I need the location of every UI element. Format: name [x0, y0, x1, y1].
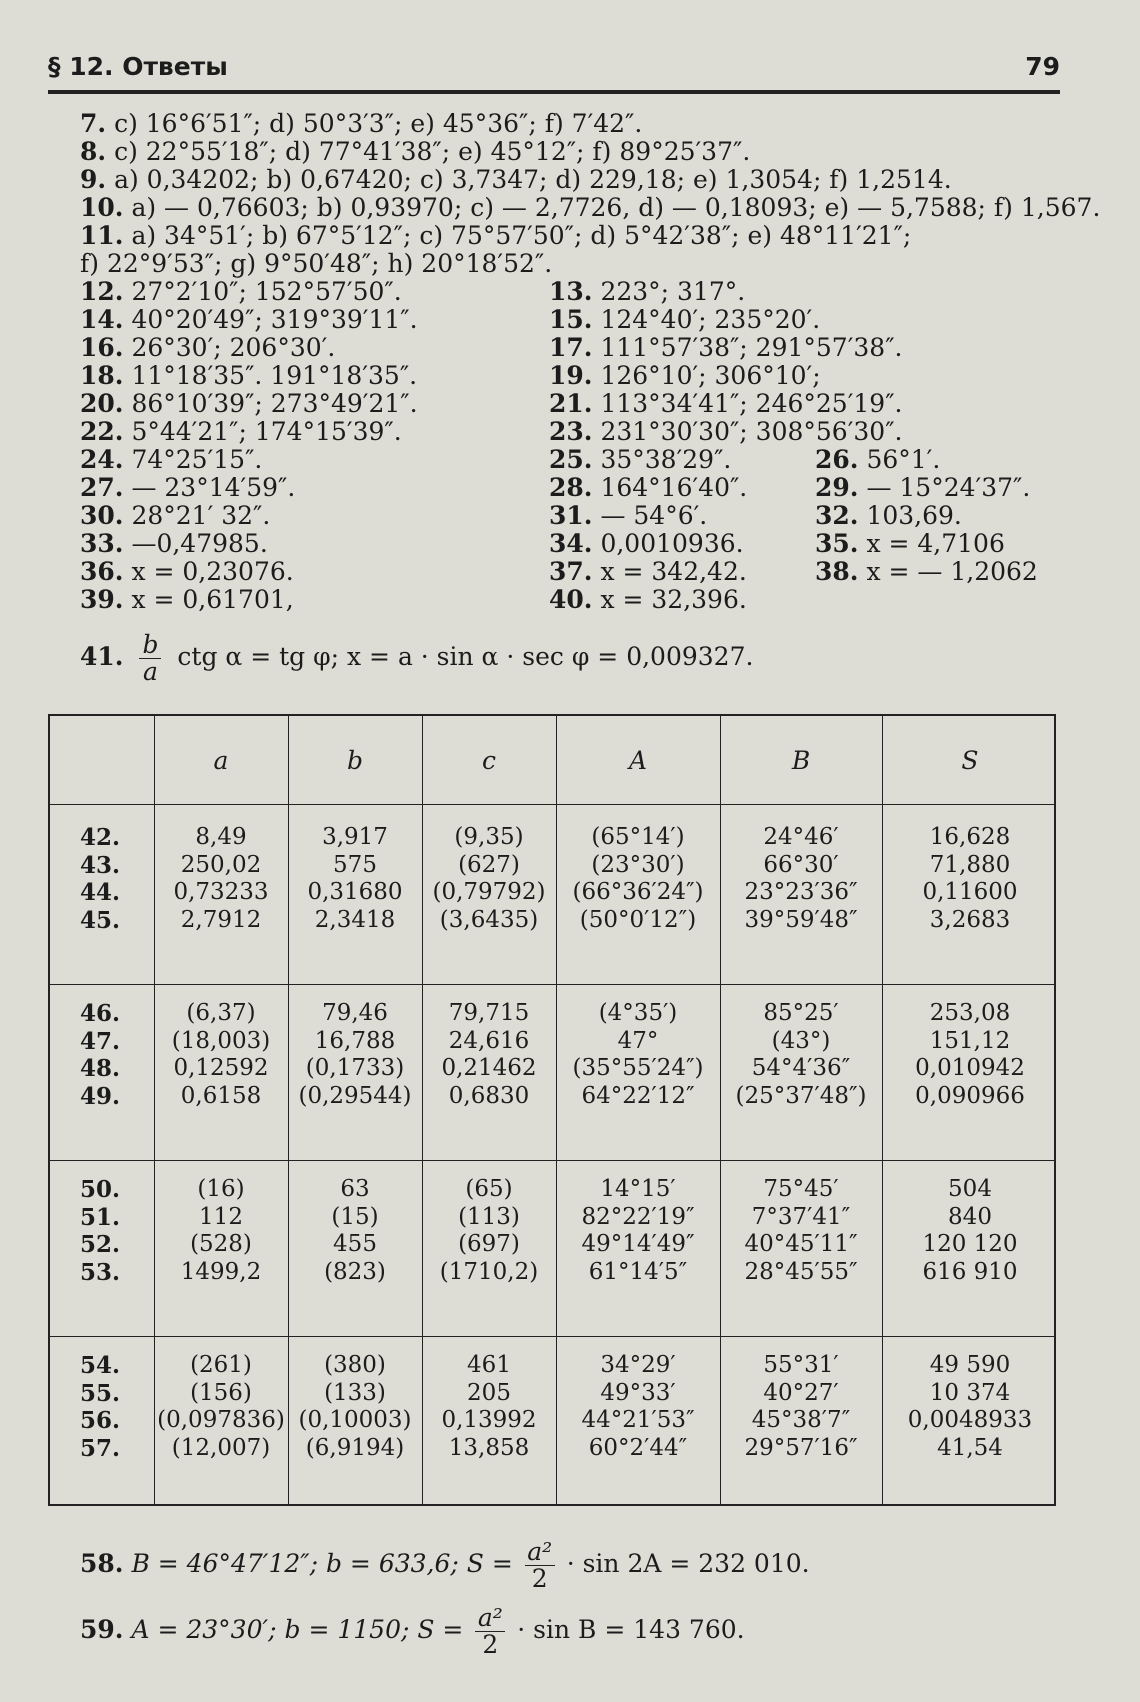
problem-numbers [80, 1176, 120, 1286]
table-cell: (16) [197, 1176, 245, 1202]
table-cell: 0,6830 [448, 1082, 530, 1109]
table-cell: (6,37) [186, 1000, 256, 1026]
table-cell: 461 [467, 1352, 511, 1378]
problem-number: 42. [80, 824, 121, 851]
problem-number: 44. [80, 879, 121, 906]
fraction: $\frac{\text{a²}}{2}$ [475, 1606, 505, 1657]
answer-item: 21. 113°34′41″; 246°25′19″. [549, 389, 903, 418]
answer-item: 22. 5°44′21″; 174°15′39″. [80, 417, 402, 446]
table-cell: (23°30′) [591, 851, 685, 878]
answer-item: 30. 28°21′ 32″. [80, 501, 271, 530]
header-B: B [791, 746, 811, 775]
fraction: $\frac{b}{a}$ [139, 633, 161, 684]
table-cell: (9,35) [454, 824, 524, 850]
table-cell: 13,858 [448, 1434, 530, 1461]
table-cell: 7°37′41″ [751, 1203, 851, 1230]
table-cell: (0,79792) [432, 879, 546, 905]
table-cell: (25°37′48″) [735, 1082, 867, 1109]
table-cell: (3,6435) [439, 906, 539, 933]
table-cell: 44°21′53″ [581, 1407, 695, 1433]
answer-line: 8. c) 22°55′18″; d) 77°41′38″; e) 45°12″; f) 89°25′37″. [80, 137, 751, 166]
page-number: 79 [1025, 52, 1060, 81]
table-cell: 54°4′36″ [751, 1055, 851, 1081]
table-cell: (697) [458, 1231, 520, 1257]
table-column-cells [720, 1000, 882, 1110]
table-column-cells [882, 1000, 1058, 1110]
problem-number: 53. [80, 1258, 121, 1286]
table-cell: 0,010942 [915, 1055, 1025, 1081]
problem-number: 43. [80, 851, 121, 879]
answer-item: 39. x = 0,61701, [80, 585, 294, 614]
table-column-cells [882, 1176, 1058, 1286]
header-S: S [961, 746, 979, 775]
problem-number: 56. [80, 1407, 121, 1434]
table-cell: 0,6158 [180, 1082, 262, 1109]
table-cell: 3,917 [322, 824, 388, 850]
table-cell: 64°22′12″ [581, 1082, 695, 1109]
table-cell: 71,880 [929, 851, 1011, 878]
table-cell: (133) [324, 1379, 386, 1406]
table-cell: 61°14′5″ [588, 1258, 688, 1285]
answer-item: 14. 40°20′49″; 319°39′11″. [80, 305, 418, 334]
answer-item: 20. 86°10′39″; 273°49′21″. [80, 389, 418, 418]
table-column-cells [422, 1352, 556, 1462]
table-cell: 29°57′16″ [744, 1434, 858, 1461]
table-cell: 40°27′ [763, 1379, 839, 1406]
table-cell: 0,31680 [307, 879, 403, 905]
table-cell: 8,49 [195, 824, 247, 850]
table-cell: 24°46′ [763, 824, 839, 850]
answer-line: f) 22°9′53″; g) 9°50′48″; h) 20°18′52″. [80, 249, 553, 278]
table-cell: 49°14′49″ [581, 1231, 695, 1257]
answer-item: 16. 26°30′; 206°30′. [80, 333, 336, 362]
problem-number: 50. [80, 1176, 121, 1203]
table-cell: (4°35′) [598, 1000, 678, 1026]
problem-number: 54. [80, 1352, 121, 1379]
table-column-cells [720, 824, 882, 934]
fraction: $\frac{\text{a²}}{2}$ [525, 1540, 555, 1591]
answer-item: 23. 231°30′30″; 308°56′30″. [549, 417, 903, 446]
answer-item: 24. 74°25′15″. [80, 445, 263, 474]
answer-item: 13. 223°; 317°. [549, 277, 746, 306]
table-cell: 0,12592 [173, 1055, 269, 1081]
table-cell: 0,21462 [441, 1055, 537, 1081]
problem-number: 46. [80, 1000, 121, 1027]
table-cell: 0,090966 [915, 1082, 1025, 1109]
table-column-cells [154, 1176, 288, 1286]
table-cell: (43°) [771, 1027, 831, 1054]
problem-number: 49. [80, 1082, 121, 1110]
table-cell: 41,54 [937, 1434, 1003, 1461]
table-cell: (15) [331, 1203, 379, 1230]
answer-item: 33. —0,47985. [80, 529, 268, 558]
answer-41: 41. $\frac{b}{a}$ ctg α = tg φ; x = a · sin α · sec φ = 0,009327. [80, 630, 754, 686]
table-cell: (380) [324, 1352, 386, 1378]
table-cell: 575 [333, 851, 377, 878]
table-column-cells [556, 1176, 720, 1286]
header-rule [48, 90, 1060, 94]
table-cell: 85°25′ [763, 1000, 839, 1026]
problem-numbers [80, 1000, 120, 1110]
table-cell: (12,007) [171, 1434, 271, 1461]
answer-item: 32. 103,69. [815, 501, 962, 530]
table-column-cells [154, 824, 288, 934]
table-cell: 49°33′ [600, 1379, 676, 1406]
table-cell: 120 120 [922, 1231, 1018, 1257]
answer-item: 26. 56°1′. [815, 445, 941, 474]
header-a: a [213, 746, 229, 775]
table-cell: (66°36′24″) [572, 879, 704, 905]
answer-item: 15. 124°40′; 235°20′. [549, 305, 821, 334]
table-cell: 253,08 [929, 1000, 1011, 1026]
problem-number: 52. [80, 1231, 121, 1258]
answer-item: 27. — 23°14′59″. [80, 473, 296, 502]
table-cell: 75°45′ [763, 1176, 839, 1202]
answer-item: 40. x = 32,396. [549, 585, 747, 614]
table-cell: 34°29′ [600, 1352, 676, 1378]
table-cell: 60°2′44″ [588, 1434, 688, 1461]
answer-item: 38. x = — 1,2062 [815, 557, 1038, 586]
table-cell: 112 [199, 1203, 243, 1230]
table-cell: 14°15′ [600, 1176, 676, 1202]
table-column-cells [556, 824, 720, 934]
table-cell: (261) [190, 1352, 252, 1378]
page-header [48, 52, 1060, 90]
table-cell: 55°31′ [763, 1352, 839, 1378]
answer-table [48, 714, 1056, 1506]
table-cell: (0,097836) [157, 1407, 285, 1433]
table-cell: 205 [467, 1379, 511, 1406]
table-cell: (528) [190, 1231, 252, 1257]
table-cell: 2,3418 [314, 906, 396, 933]
answer-item: 28. 164°16′40″. [549, 473, 748, 502]
table-column-cells [154, 1000, 288, 1110]
table-cell: 23°23′36″ [744, 879, 858, 905]
table-cell: 0,13992 [441, 1407, 537, 1433]
table-cell: 40°45′11″ [744, 1231, 858, 1257]
header-A: A [628, 746, 648, 775]
table-cell: (50°0′12″) [579, 906, 697, 933]
table-cell: 504 [948, 1176, 992, 1202]
table-cell: 0,11600 [922, 879, 1018, 905]
table-cell: 24,616 [448, 1027, 530, 1054]
problem-number: 48. [80, 1055, 121, 1082]
header-b: b [346, 746, 363, 775]
table-cell: 79,46 [322, 1000, 388, 1026]
table-cell: (0,29544) [298, 1082, 412, 1109]
table-cell: 39°59′48″ [744, 906, 858, 933]
table-cell: (35°55′24″) [572, 1055, 704, 1081]
table-cell: 82°22′19″ [581, 1203, 695, 1230]
answer-item: 18. 11°18′35″. 191°18′35″. [80, 361, 418, 390]
problem-numbers [80, 824, 120, 934]
answer-item: 31. — 54°6′. [549, 501, 708, 530]
answer-item: 12. 27°2′10″; 152°57′50″. [80, 277, 402, 306]
table-cell: (0,10003) [298, 1407, 412, 1433]
table-cell: 2,7912 [180, 906, 262, 933]
table-cell: 250,02 [180, 851, 262, 878]
table-cell: (1710,2) [439, 1258, 539, 1285]
answer-line: 7. c) 16°6′51″; d) 50°3′3″; e) 45°36″; f) 7′42″. [80, 109, 643, 138]
answer-item: 29. — 15°24′37″. [815, 473, 1031, 502]
answer-59: 59. A = 23°30′; b = 1150; S = $\frac{\text{a²}}{2}$ · sin B = 143 760. [80, 1603, 745, 1659]
table-cell: 45°38′7″ [751, 1407, 851, 1433]
table-cell: 10 374 [929, 1379, 1011, 1406]
table-cell: 3,2683 [929, 906, 1011, 933]
answer-item: 25. 35°38′29″. [549, 445, 732, 474]
header-c: c [481, 746, 496, 775]
table-cell: 28°45′55″ [744, 1258, 858, 1285]
table-cell: 840 [948, 1203, 992, 1230]
table-cell: (156) [190, 1379, 252, 1406]
problem-number: 47. [80, 1027, 121, 1055]
table-cell: (823) [324, 1258, 386, 1285]
table-cell: (65°14′) [591, 824, 685, 850]
answer-item: 19. 126°10′; 306°10′; [549, 361, 821, 390]
table-cell: 616 910 [922, 1258, 1018, 1285]
problem-numbers [80, 1352, 120, 1462]
table-cell: 47° [617, 1027, 659, 1054]
table-cell: 79,715 [448, 1000, 530, 1026]
answer-line: 10. a) — 0,76603; b) 0,93970; c) — 2,7726, d) — 0,18093; e) — 5,7588; f) 1,567. [80, 193, 1101, 222]
table-cell: (113) [458, 1203, 520, 1230]
table-cell: 66°30′ [763, 851, 839, 878]
table-column-cells [882, 824, 1058, 934]
answer-item: 35. x = 4,7106 [815, 529, 1005, 558]
table-cell: 1499,2 [180, 1258, 262, 1285]
table-cell: 455 [333, 1231, 377, 1257]
table-column-cells [288, 1352, 422, 1462]
table-cell: 16,788 [314, 1027, 396, 1054]
table-cell: (65) [465, 1176, 513, 1202]
problem-number: 55. [80, 1379, 121, 1407]
table-column-cells [288, 1000, 422, 1110]
table-cell: (6,9194) [305, 1434, 405, 1461]
table-column-cells [556, 1000, 720, 1110]
table-cell: 0,73233 [173, 879, 269, 905]
table-column-cells [288, 1176, 422, 1286]
table-cell: (18,003) [171, 1027, 271, 1054]
section-title: § 12. Ответы [48, 52, 228, 81]
answer-58: 58. B = 46°47′12″; b = 633,6; S = $\frac{\text{a²}}{2}$ · sin 2A = 232 010. [80, 1537, 810, 1593]
answer-line: 9. a) 0,34202; b) 0,67420; c) 3,7347; d) 229,18; e) 1,3054; f) 1,2514. [80, 165, 952, 194]
problem-number: 57. [80, 1434, 121, 1462]
table-column-cells [288, 824, 422, 934]
answer-line: 11. a) 34°51′; b) 67°5′12″; c) 75°57′50″; d) 5°42′38″; e) 48°11′21″; [80, 221, 912, 250]
table-cell: 0,0048933 [907, 1407, 1033, 1433]
answer-item: 36. x = 0,23076. [80, 557, 294, 586]
table-column-cells [882, 1352, 1058, 1462]
table-cell: 151,12 [929, 1027, 1011, 1054]
table-column-cells [720, 1176, 882, 1286]
answer-item: 37. x = 342,42. [549, 557, 747, 586]
table-cell: 16,628 [929, 824, 1011, 850]
table-column-cells [556, 1352, 720, 1462]
answer-item: 34. 0,0010936. [549, 529, 744, 558]
table-column-cells [422, 1176, 556, 1286]
table-column-cells [422, 824, 556, 934]
table-column-cells [154, 1352, 288, 1462]
table-cell: (0,1733) [305, 1055, 405, 1081]
answer-item: 17. 111°57′38″; 291°57′38″. [549, 333, 903, 362]
table-column-cells [720, 1352, 882, 1462]
problem-number: 45. [80, 906, 121, 934]
table-cell: 49 590 [929, 1352, 1011, 1378]
problem-number: 51. [80, 1203, 121, 1231]
table-cell: 63 [340, 1176, 370, 1202]
table-column-cells [422, 1000, 556, 1110]
table-cell: (627) [458, 851, 520, 878]
